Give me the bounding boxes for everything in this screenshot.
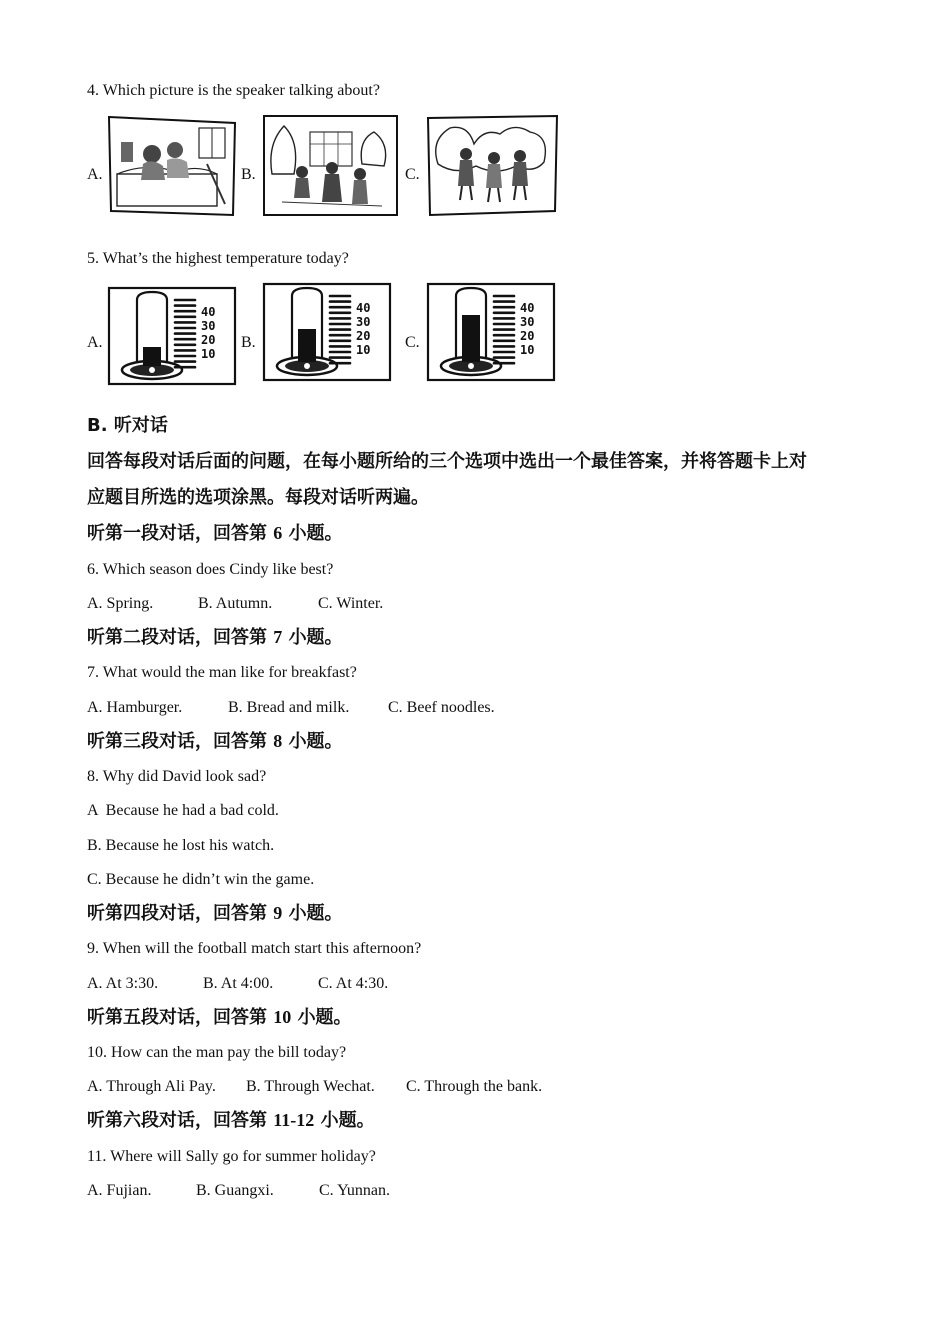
dialogue-3-heading-suffix: 小题。 (288, 731, 343, 752)
section-b-heading: B. 听对话 (87, 415, 168, 436)
dialogue-4-heading (87, 903, 343, 924)
q5-label-c: C. (405, 334, 420, 351)
thermometer-scale-label: 10 (356, 343, 371, 357)
q11-option-a: A. Fujian. (87, 1182, 152, 1199)
q10-option-b: B. Through Wechat. (246, 1078, 375, 1095)
thermometer-scale-label: 30 (520, 315, 535, 329)
dialogue-4-number: 9 (273, 903, 283, 923)
thermometer-drawing (262, 282, 392, 382)
q11-option-b: B. Guangxi. (196, 1182, 274, 1199)
q5-question: 5. What’s the highest temperature today? (87, 250, 349, 267)
q5-thermometer-a (107, 286, 237, 386)
thermometer-scale-label: 40 (520, 301, 535, 315)
dialogue-1-heading (87, 523, 343, 544)
q6-option-b: B. Autumn. (198, 595, 273, 612)
q9-option-c: C. At 4:30. (318, 975, 389, 992)
thermometer-scale-label: 10 (520, 343, 535, 357)
q7-option-c: C. Beef noodles. (388, 699, 495, 716)
q5-picture-row (87, 282, 567, 387)
q10-question: 10. How can the man pay the bill today? (87, 1044, 347, 1061)
dialogue-4-heading-prefix: 听第四段对话，回答第 (87, 903, 267, 924)
q5-thermometer-b (262, 282, 392, 382)
section-b-instruction-line2: 应题目所选的选项涂黑。每段对话听两遍。 (87, 487, 429, 508)
q7-option-b: B. Bread and milk. (228, 699, 350, 716)
dialogue-2-heading-prefix: 听第二段对话，回答第 (87, 627, 267, 648)
q7-option-a: A. Hamburger. (87, 699, 183, 716)
q4-label-a: A. (87, 166, 103, 183)
q10-option-c: C. Through the bank. (406, 1078, 543, 1095)
q9-options (87, 974, 388, 994)
thermometer-scale-label: 30 (201, 319, 216, 333)
thermometer-scale-label: 30 (356, 315, 371, 329)
dialogue-3-number: 8 (273, 731, 283, 751)
dialogue-5-heading-prefix: 听第五段对话，回答第 (87, 1007, 267, 1028)
q4-picture-c-people-among-trees (426, 114, 559, 217)
thermometer-scale-label: 40 (356, 301, 371, 315)
q10-option-a: A. Through Ali Pay. (87, 1078, 216, 1095)
q11-question: 11. Where will Sally go for summer holiday? (87, 1148, 376, 1165)
q9-option-a: A. At 3:30. (87, 975, 159, 992)
thermometer-scale-label: 40 (201, 305, 216, 319)
dialogue-5-heading-suffix: 小题。 (297, 1007, 352, 1028)
thermometer-drawing (107, 286, 237, 386)
dialogue-1-number: 6 (273, 523, 283, 543)
dialogue-3-heading-prefix: 听第三段对话，回答第 (87, 731, 267, 752)
q5-label-a: A. (87, 334, 103, 351)
q6-options (87, 594, 383, 614)
dialogue-1-heading-suffix: 小题。 (288, 523, 343, 544)
thermometer-scale-label: 20 (520, 329, 535, 343)
dialogue-6-heading (87, 1110, 375, 1131)
q6-option-a: A. Spring. (87, 595, 154, 612)
dialogue-5-number: 10 (273, 1007, 292, 1027)
q4-question: 4. Which picture is the speaker talking about? (87, 82, 380, 99)
q8-question: 8. Why did David look sad? (87, 768, 267, 785)
q5-thermometer-c (426, 282, 556, 382)
q4-picture-b-children-planting-trees (262, 114, 399, 217)
thermometer-drawing (426, 282, 556, 382)
dialogue-3-heading (87, 731, 343, 752)
q4-picture-row (87, 114, 567, 219)
thermometer-scale-label: 20 (201, 333, 216, 347)
dialogue-6-heading-prefix: 听第六段对话，回答第 (87, 1110, 267, 1131)
q4-label-c: C. (405, 166, 420, 183)
mercury-level (462, 315, 480, 362)
q8-option-b: B. Because he lost his watch. (87, 837, 275, 854)
q9-question: 9. When will the football match start this afternoon? (87, 940, 422, 957)
q6-option-c: C. Winter. (318, 595, 384, 612)
dialogue-1-heading-prefix: 听第一段对话，回答第 (87, 523, 267, 544)
q6-question: 6. Which season does Cindy like best? (87, 561, 334, 578)
q8-option-c: C. Because he didn’t win the game. (87, 871, 315, 888)
dialogue-2-heading-suffix: 小题。 (288, 627, 343, 648)
thermometer-scale-label: 20 (356, 329, 371, 343)
q4-picture-a-sick-child-in-bed (107, 114, 237, 217)
q7-question: 7. What would the man like for breakfast? (87, 664, 357, 681)
q10-options (87, 1077, 542, 1097)
q7-options (87, 698, 495, 718)
thermometer-scale-label: 10 (201, 347, 216, 361)
q5-label-b: B. (241, 334, 256, 351)
dialogue-2-number: 7 (273, 627, 283, 647)
q11-option-c: C. Yunnan. (319, 1182, 390, 1199)
dialogue-2-heading (87, 627, 343, 648)
dialogue-5-heading (87, 1007, 352, 1028)
q11-options (87, 1181, 390, 1201)
dialogue-4-heading-suffix: 小题。 (288, 903, 343, 924)
q9-option-b: B. At 4:00. (203, 975, 274, 992)
mercury-level (143, 347, 161, 366)
q8-option-a: A Because he had a bad cold. (87, 802, 279, 819)
dialogue-6-number: 11-12 (273, 1110, 315, 1130)
dialogue-6-heading-suffix: 小题。 (320, 1110, 375, 1131)
section-b-instruction-line1: 回答每段对话后面的问题，在每小题所给的三个选项中选出一个最佳答案，并将答题卡上对 (87, 451, 807, 472)
q4-label-b: B. (241, 166, 256, 183)
mercury-level (298, 329, 316, 362)
